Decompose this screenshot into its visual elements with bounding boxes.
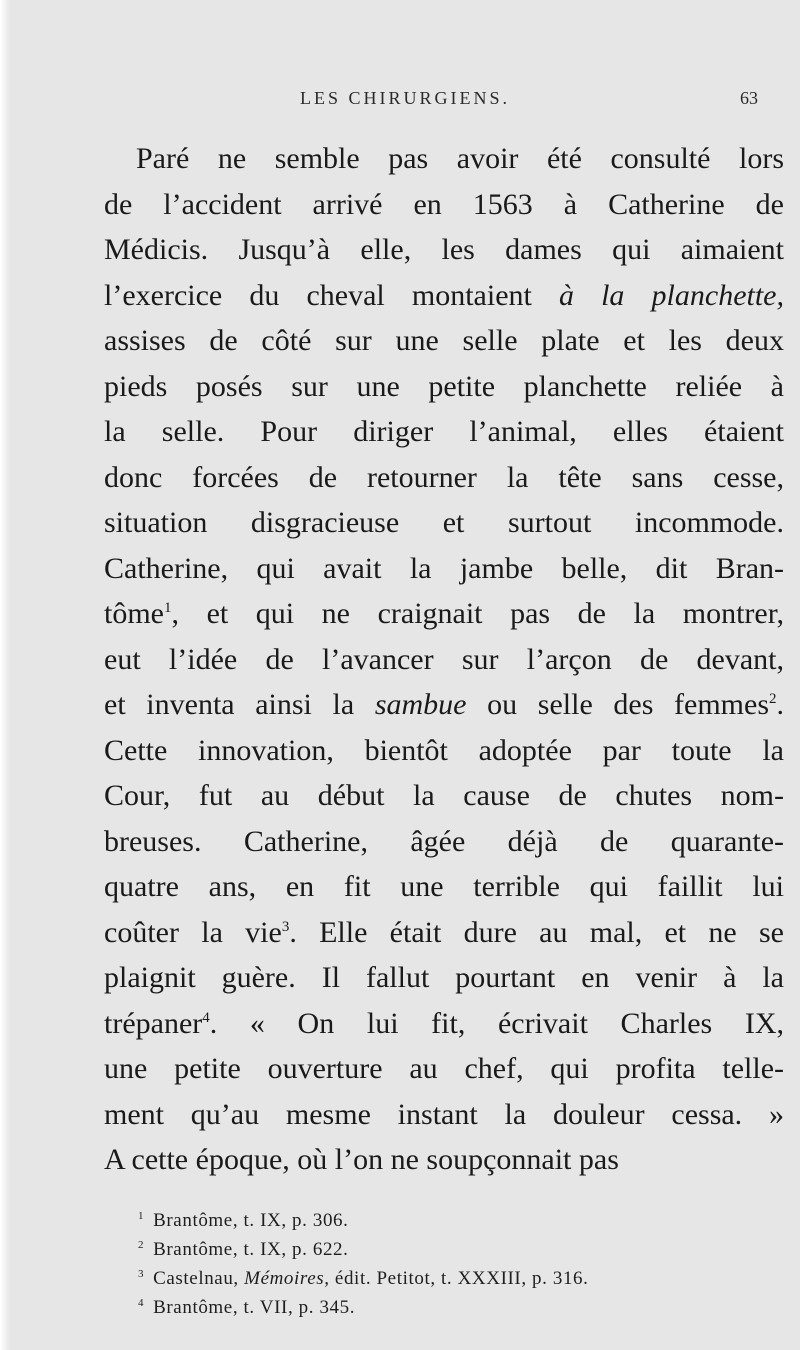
text-line: donc forcées de retourner la tête sans cesse,	[104, 460, 784, 494]
page-number: 63	[740, 88, 758, 108]
italic-word: sambue	[374, 688, 467, 721]
italic-phrase: à la planchette,	[558, 278, 784, 312]
text-line: quatre ans, en fit une terrible qui faillit lui	[104, 870, 784, 903]
text-line	[104, 682, 784, 728]
text-span: , et qui ne craignait pas de la montrer,	[171, 597, 784, 630]
footnote	[138, 1293, 788, 1322]
footnote-number: 3	[138, 1267, 145, 1280]
text-line	[104, 273, 784, 319]
footnote-number: 2	[138, 1238, 145, 1251]
text-line: situation disgracieuse et surtout incommode.	[104, 506, 784, 539]
text-line: pieds posés sur une petite planchette reliée à	[104, 369, 784, 403]
footnote-number: 1	[138, 1209, 145, 1222]
footnote-text: Brantôme, t. VII, p. 345.	[153, 1297, 356, 1318]
text-span: coûter la vie	[104, 915, 282, 949]
footnote	[138, 1235, 788, 1264]
footnote-text: Castelnau,	[153, 1268, 245, 1289]
text-span: trépaner	[104, 1006, 203, 1040]
footnote	[138, 1206, 788, 1235]
text-line: Cette innovation, bientôt adoptée par toute la	[104, 733, 784, 767]
text-line: A cette époque, où l’on ne soupçonnait pas	[104, 1143, 619, 1176]
text-span: . « On lui fit, écrivait Charles IX,	[209, 1006, 784, 1040]
text-line: la selle. Pour diriger l’animal, elles étaient	[104, 415, 784, 448]
text-line	[104, 910, 784, 956]
footnotes	[138, 1206, 788, 1322]
text-line: Cour, fut au début la cause de chutes nom-	[104, 779, 784, 812]
footnote-ref: 2	[769, 691, 777, 707]
text-line: Paré ne semble pas avoir été consulté lors	[136, 142, 784, 175]
text-span: tôme	[104, 597, 164, 630]
footnote-ref: 3	[281, 918, 290, 935]
text-span: l’exercice du cheval montaient	[104, 278, 559, 312]
text-line	[104, 591, 784, 637]
footnote	[138, 1264, 788, 1293]
running-header	[0, 88, 800, 112]
footnote-text: Brantôme, t. IX, p. 622.	[153, 1239, 349, 1260]
text-line: Catherine, qui avait la jambe belle, dit Bran-	[104, 551, 784, 585]
text-line: une petite ouverture au chef, qui profita telle-	[104, 1052, 784, 1085]
text-span: .	[776, 688, 785, 721]
text-line: Médicis. Jusqu’à elle, les dames qui aimaient	[104, 233, 784, 266]
text-line: eut l’idée de l’avancer sur l’arçon de devant,	[104, 642, 784, 676]
text-line: de l’accident arrivé en 1563 à Catherine de	[104, 187, 784, 221]
footnote-ref: 4	[202, 1009, 210, 1026]
text-line	[104, 1001, 784, 1047]
text-span: ou selle des femmes	[466, 688, 770, 721]
footnote-text: Brantôme, t. IX, p. 306.	[153, 1210, 349, 1231]
footnote-number: 4	[138, 1296, 145, 1309]
text-line: assises de côté sur une selle plate et les deux	[104, 324, 784, 357]
text-line: breuses. Catherine, âgée déjà de quarante-	[104, 824, 784, 858]
running-title: LES CHIRURGIENS.	[300, 88, 511, 108]
footnote-italic-title: Mémoires,	[244, 1268, 330, 1289]
body-text	[104, 136, 784, 1183]
text-span: et inventa ainsi la	[104, 688, 375, 721]
text-line: plaignit guère. Il fallut pourtant en venir à la	[104, 961, 784, 994]
footnote-text: édit. Petitot, t. XXXIII, p. 316.	[329, 1268, 589, 1289]
text-span: . Elle était dure au mal, et ne se	[289, 915, 784, 949]
text-line: ment qu’au mesme instant la douleur cessa. »	[104, 1097, 784, 1131]
footnote-ref: 1	[164, 600, 172, 616]
